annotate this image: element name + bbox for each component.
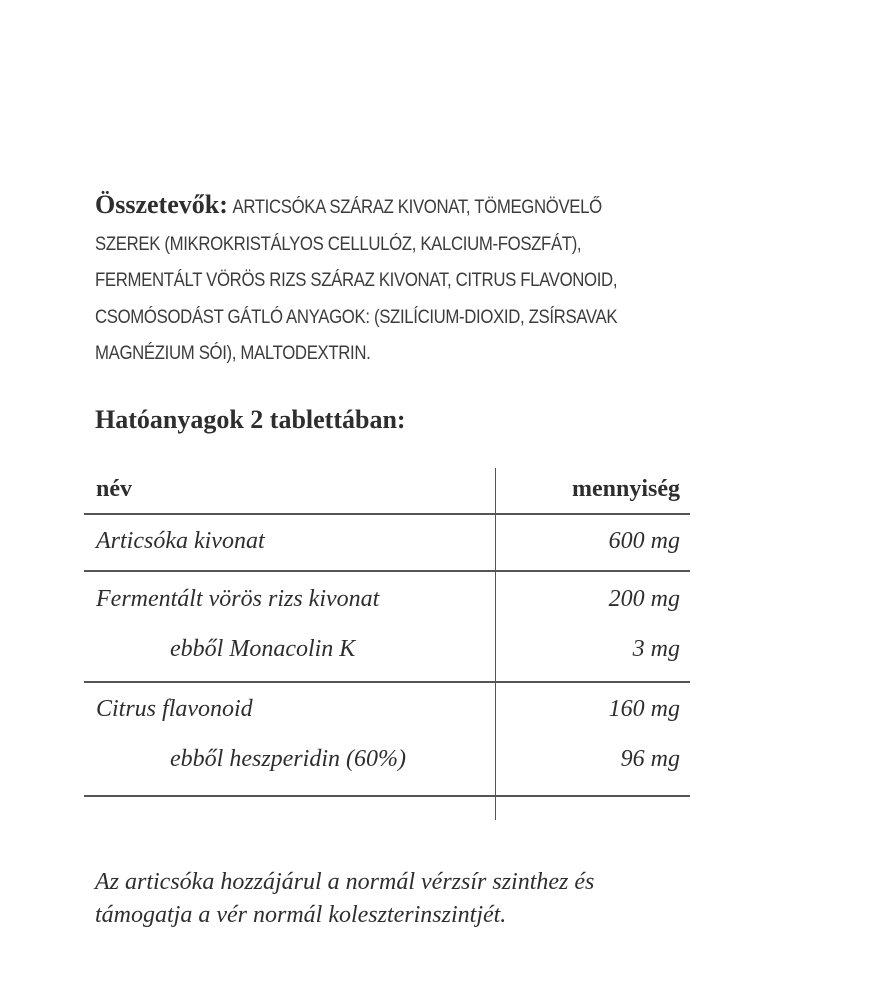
ingredients-line-1 <box>95 187 714 226</box>
ingredients-line-3: FERMENTÁLT VÖRÖS RIZS SZÁRAZ KIVONAT, CITRUS FLAVONOID, <box>95 269 618 291</box>
note-line-1: Az articsóka hozzájárul a normál vérzsír szinthez és <box>95 869 595 895</box>
note-line-2: támogatja a vér normál koleszterinszintjét. <box>95 902 507 928</box>
ingredients-text-1: ARTICSÓKA SZÁRAZ KIVONAT, TÖMEGNÖVELŐ <box>232 196 602 218</box>
row-1-name: Articsóka kivonat <box>96 528 265 554</box>
ingredients-line-5: MAGNÉZIUM SÓI), MALTODEXTRIN. <box>95 342 371 364</box>
ingredients-paragraph <box>95 187 714 372</box>
row-5-name: ebből heszperidin (60%) <box>170 746 406 772</box>
row-divider-2 <box>84 681 690 683</box>
row-2-name: Fermentált vörös rizs kivonat <box>96 586 380 612</box>
row-3-amount: 3 mg <box>632 636 680 662</box>
active-ingredients-title: Hatóanyagok 2 tablettában: <box>95 405 406 434</box>
header-name: név <box>96 476 132 502</box>
row-4-amount: 160 mg <box>608 696 680 722</box>
ingredients-label: Összetevők: <box>95 190 228 219</box>
row-4-name: Citrus flavonoid <box>96 696 253 722</box>
table-bottom-divider <box>84 795 690 797</box>
health-claim-note <box>95 866 795 932</box>
active-ingredients-table <box>84 468 690 820</box>
row-3-name: ebből Monacolin K <box>170 636 356 662</box>
header-divider <box>84 513 690 515</box>
header-amount: mennyiség <box>572 476 680 502</box>
row-2-amount: 200 mg <box>608 586 680 612</box>
ingredients-line-2: SZEREK (MIKROKRISTÁLYOS CELLULÓZ, KALCIUM-FOSZFÁT), <box>95 232 582 255</box>
column-divider <box>495 468 496 820</box>
row-1-amount: 600 mg <box>608 528 680 554</box>
ingredients-line-4: CSOMÓSODÁST GÁTLÓ ANYAGOK: (SZILÍCIUM-DIOXID, ZSÍRSAVAK <box>95 305 618 328</box>
row-divider-1 <box>84 570 690 572</box>
row-5-amount: 96 mg <box>620 746 680 772</box>
